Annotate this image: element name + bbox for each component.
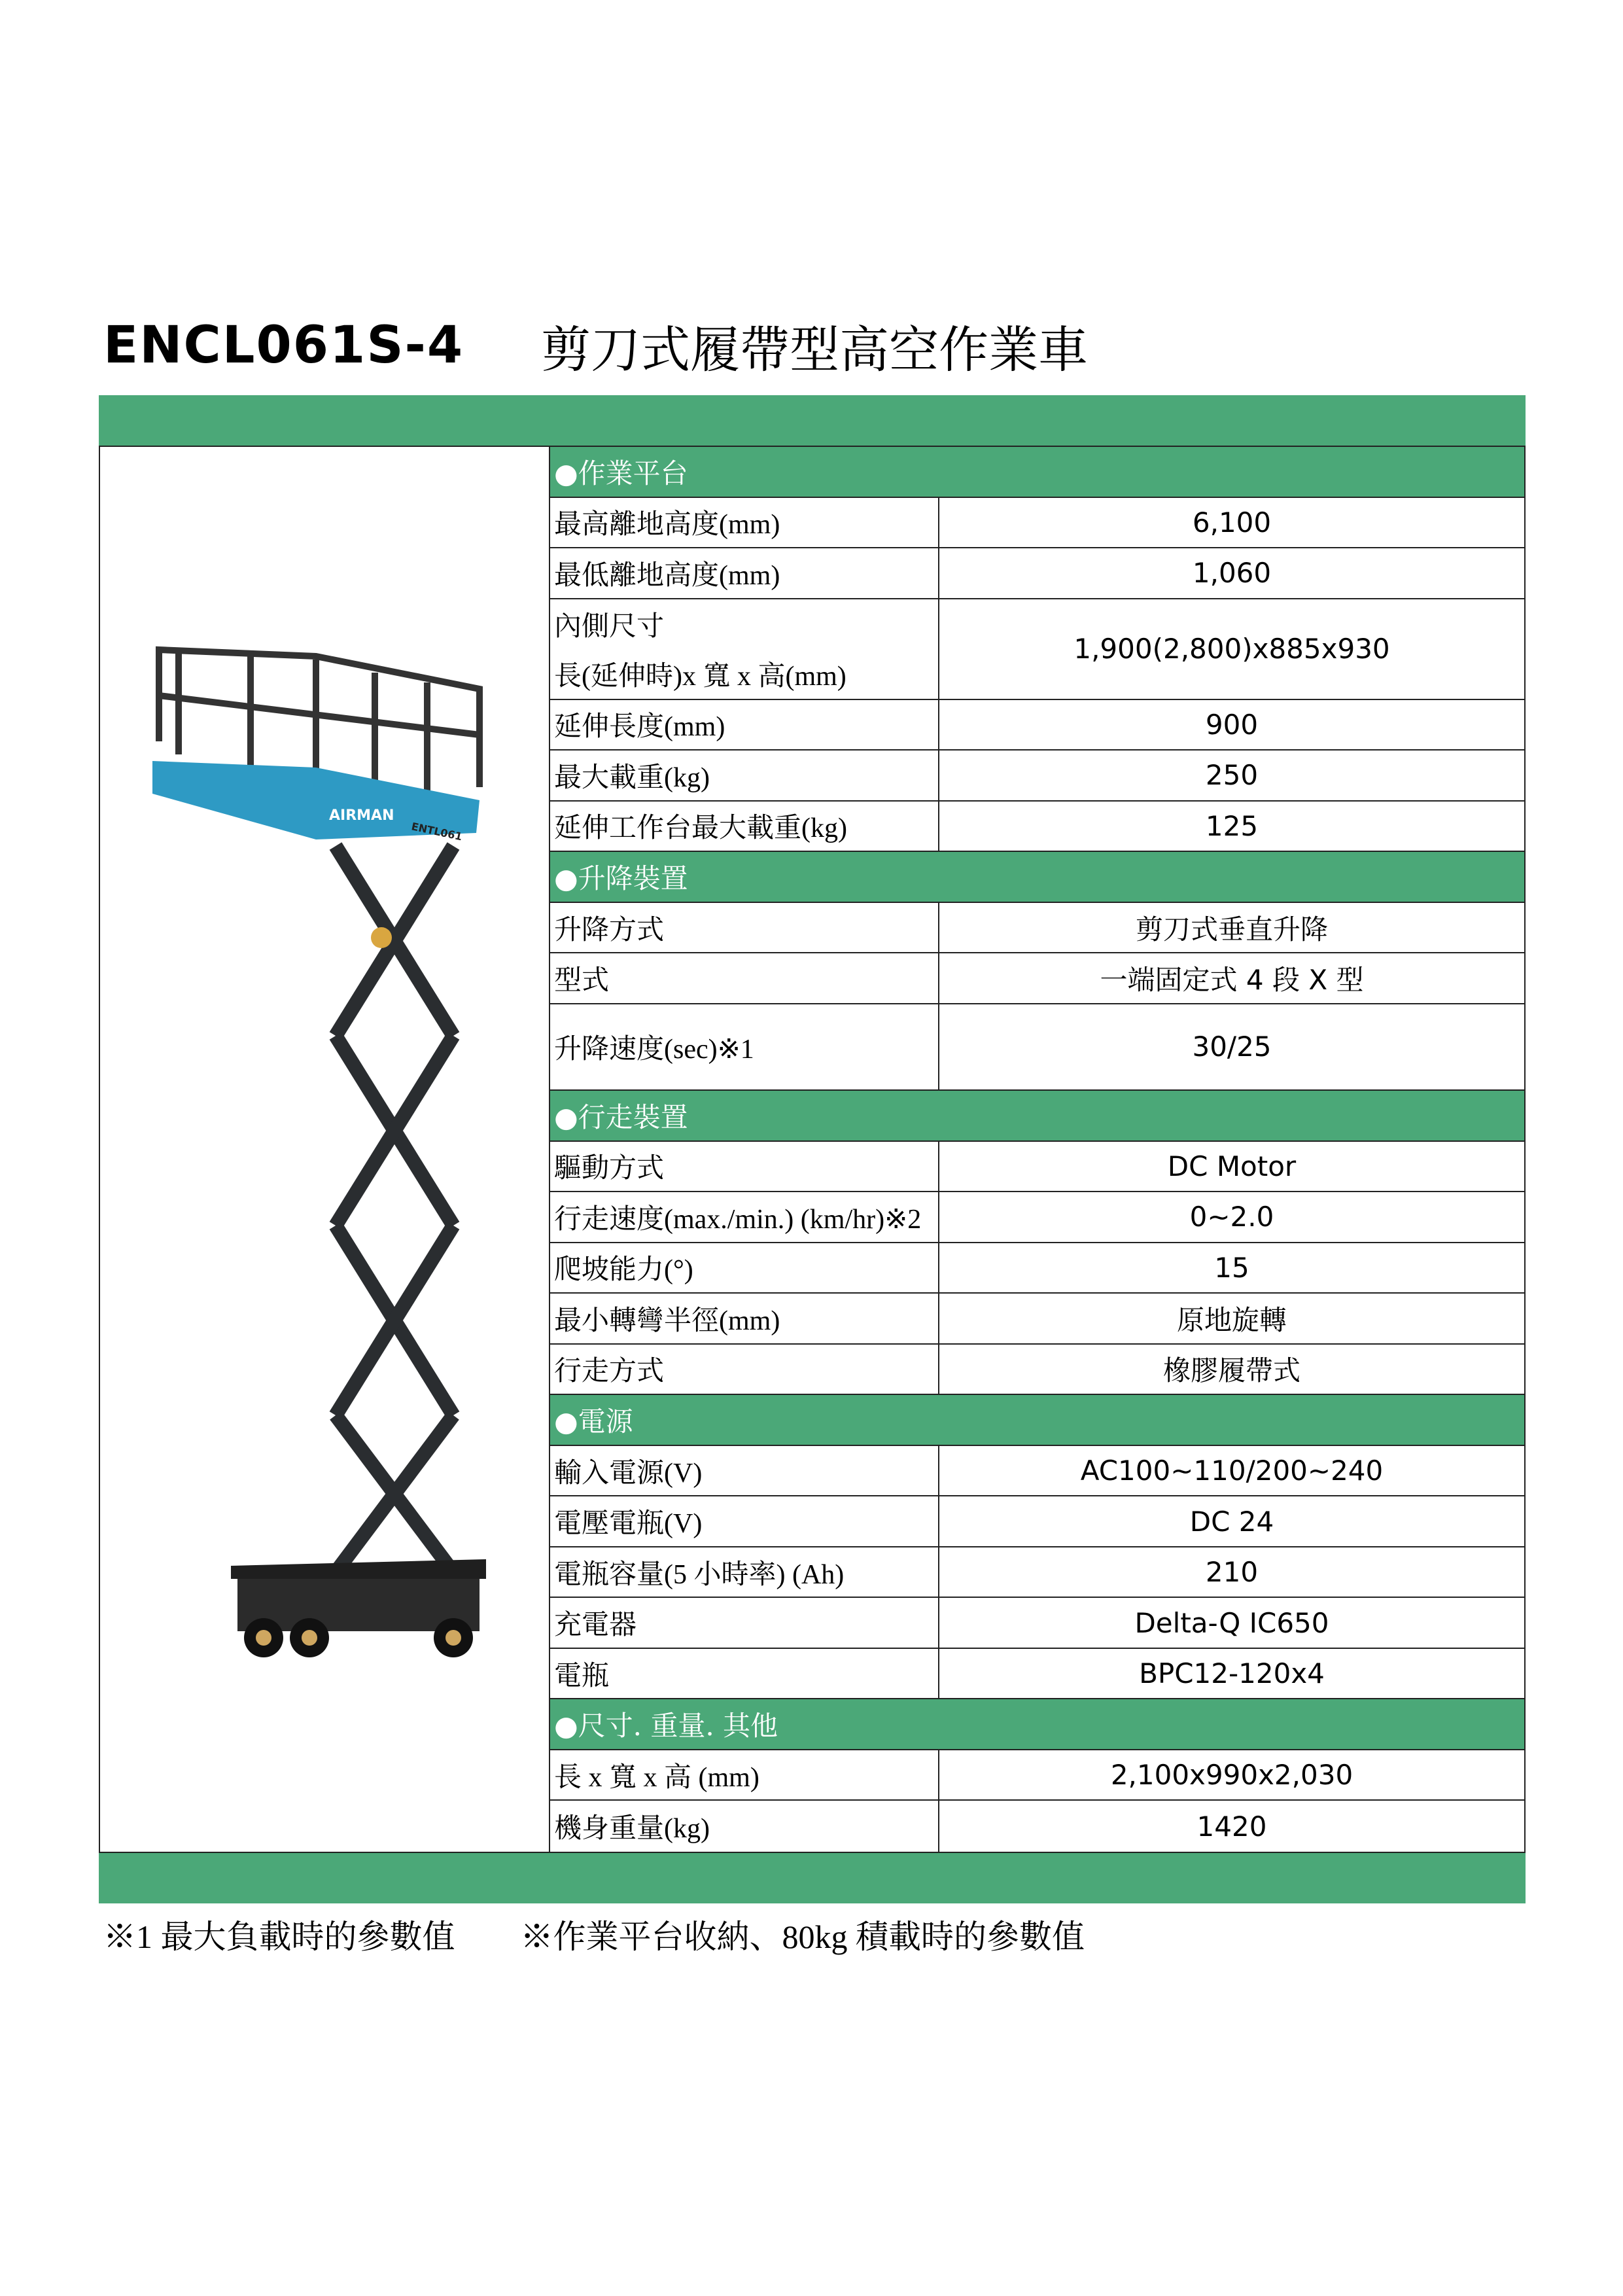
spec-value: 250	[1205, 759, 1259, 792]
spec-value: 1420	[1196, 1810, 1267, 1843]
spec-value: 15	[1214, 1251, 1249, 1284]
spec-value: 剪刀式垂直升降	[1135, 913, 1328, 945]
footer-green-bar	[99, 1853, 1526, 1903]
spec-label: 長 x 寬 x 高 (mm)	[550, 1750, 939, 1800]
section-header: ●作業平台	[550, 447, 1524, 498]
spec-label: 電壓電瓶(V)	[550, 1496, 939, 1546]
section-header: ●行走裝置	[550, 1091, 1524, 1142]
spec-label: 最小轉彎半徑(mm)	[550, 1294, 939, 1343]
table-row	[550, 1649, 1524, 1700]
table-row	[550, 1750, 1524, 1801]
table-row	[550, 1598, 1524, 1649]
spec-label: 行走方式	[550, 1345, 939, 1394]
footnotes	[103, 1911, 1085, 1958]
table-row	[550, 1446, 1524, 1497]
spec-label: 爬坡能力(°)	[550, 1243, 939, 1293]
table-row	[550, 1345, 1524, 1396]
table-row	[550, 1192, 1524, 1243]
spec-label: 最低離地高度(mm)	[550, 548, 939, 598]
table-row	[550, 1801, 1524, 1852]
section-header: ●電源	[550, 1395, 1524, 1446]
spec-value: 0~2.0	[1189, 1201, 1274, 1233]
table-row	[550, 700, 1524, 751]
table-row	[550, 802, 1524, 853]
table-row	[550, 751, 1524, 802]
spec-label: 機身重量(kg)	[550, 1801, 939, 1852]
header-green-bar	[99, 395, 1526, 446]
table-row	[550, 1243, 1524, 1294]
section-header: ●升降裝置	[550, 852, 1524, 903]
spec-label: 電瓶	[550, 1649, 939, 1699]
table-row	[550, 548, 1524, 599]
table-row	[550, 1142, 1524, 1193]
spec-value: AC100~110/200~240	[1080, 1455, 1384, 1487]
model-number: ENCL061S-4	[103, 316, 464, 375]
spec-label: 輸入電源(V)	[550, 1446, 939, 1496]
spec-value: BPC12-120x4	[1139, 1657, 1325, 1690]
product-name: 剪刀式履帶型高空作業車	[541, 320, 1089, 379]
spec-value: DC 24	[1189, 1505, 1274, 1538]
spec-table	[99, 446, 1526, 1853]
product-image-cell	[100, 447, 550, 1852]
spec-label: 電瓶容量(5 小時率) (Ah)	[550, 1547, 939, 1597]
table-row	[550, 903, 1524, 954]
svg-text:ENTL061: ENTL061	[410, 820, 464, 843]
table-row	[550, 1294, 1524, 1345]
spec-label-line: 長(延伸時)x 寬 x 高(mm)	[554, 661, 846, 692]
spec-label: 行走速度(max./min.) (km/hr)※2	[550, 1192, 939, 1242]
spec-value: Delta-Q IC650	[1134, 1606, 1329, 1639]
spec-label: 型式	[550, 953, 939, 1003]
spec-label: 最大載重(kg)	[550, 751, 939, 800]
spec-label: 延伸長度(mm)	[550, 700, 939, 750]
spec-value: 6,100	[1192, 506, 1272, 539]
spec-value: 900	[1205, 708, 1259, 741]
footnote-2: ※作業平台收納、80kg 積載時的參數值	[520, 1918, 1085, 1955]
spec-value: 一端固定式 4 段 X 型	[1100, 964, 1364, 997]
table-row	[550, 1496, 1524, 1547]
spec-value: 1,060	[1192, 557, 1272, 590]
spec-value: 210	[1205, 1556, 1259, 1589]
spec-label-line: 內側尺寸	[554, 611, 665, 642]
spec-value: DC Motor	[1167, 1150, 1297, 1182]
spec-value: 原地旋轉	[1176, 1303, 1287, 1336]
spec-label: 延伸工作台最大載重(kg)	[550, 802, 939, 851]
page-title	[103, 313, 1088, 378]
spec-value: 2,100x990x2,030	[1110, 1759, 1353, 1792]
spec-label	[550, 599, 939, 699]
table-row	[550, 599, 1524, 700]
table-row	[550, 1547, 1524, 1598]
spec-label: 升降方式	[550, 903, 939, 953]
table-row	[550, 953, 1524, 1004]
spec-label: 驅動方式	[550, 1142, 939, 1192]
spec-value: 橡膠履帶式	[1162, 1354, 1300, 1387]
scissor-lift-image	[152, 643, 493, 1664]
table-row	[550, 1004, 1524, 1091]
table-row	[550, 498, 1524, 549]
footnote-1: ※1 最大負載時的參數值	[103, 1918, 455, 1955]
spec-value: 30/25	[1192, 1031, 1272, 1063]
spec-list	[550, 447, 1524, 1852]
section-header: ●尺寸. 重量. 其他	[550, 1699, 1524, 1750]
spec-label: 升降速度(sec)※1	[550, 1004, 939, 1089]
spec-label: 最高離地高度(mm)	[550, 498, 939, 548]
spec-value: 125	[1205, 809, 1259, 842]
brand-label: AIRMAN	[329, 807, 394, 824]
spec-label: 充電器	[550, 1598, 939, 1648]
spec-value: 1,900(2,800)x885x930	[1073, 633, 1390, 665]
